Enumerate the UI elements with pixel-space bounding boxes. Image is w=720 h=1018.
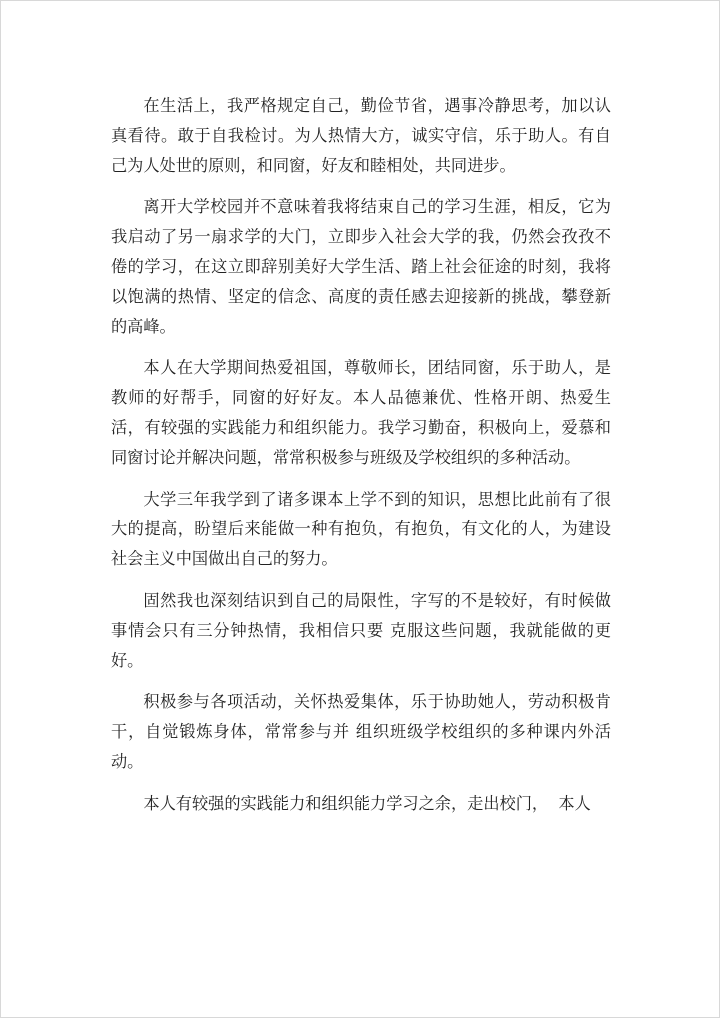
- paragraph-7: 本人有较强的实践能力和组织能力学习之余，走出校门， 本人: [143, 793, 591, 813]
- paragraph-6: 积极参与各项活动，关怀热爱集体，乐于协助她人，劳动积极肯干，自觉锻炼身体，常常参与并 组织班级学校组织的多种课内外活动。: [111, 692, 611, 771]
- paragraph-3: 本人在大学期间热爱祖国，尊敬师长，团结同窗，乐于助人，是教师的好帮手，同窗的好好友。本人品德兼优、性格开朗、热爱生活，有较强的实践能力和组织能力。我学习勤奋，积极向上，爱慕和同窗讨论并解决问题，常常积极参与班级及学校组织的多种活动。: [111, 358, 611, 467]
- paragraph-1: 在生活上，我严格规定自己，勤俭节省，遇事冷静思考，加以认真看待。敢于自我检讨。为人热情大方，诚实守信，乐于助人。有自己为人处世的原则，和同窗，好友和睦相处，共同进步。: [111, 96, 611, 175]
- paragraph-5: 固然我也深刻结识到自己的局限性，字写的不是较好，有时候做事情会只有三分钟热情，我相信只要 克服这些问题，我就能做的更好。: [111, 590, 611, 670]
- document-body: [111, 91, 611, 831]
- paragraph-4: 大学三年我学到了诸多课本上学不到的知识，思想比此前有了很大的提高，盼望后来能做一种有抱负，有抱负，有文化的人，为建设社会主义中国做出自己的努力。: [111, 489, 611, 569]
- paragraph-2: 离开大学校园并不意味着我将结束自己的学习生涯，相反，它为我启动了另一扇求学的大门，立即步入社会大学的我，仍然会孜孜不倦的学习，在这立即辞别美好大学生活、踏上社会征途的时刻，我将以饱满的热情、坚定的信念、高度的责任感去迎接新的挑战，攀登新的高峰。: [111, 197, 611, 336]
